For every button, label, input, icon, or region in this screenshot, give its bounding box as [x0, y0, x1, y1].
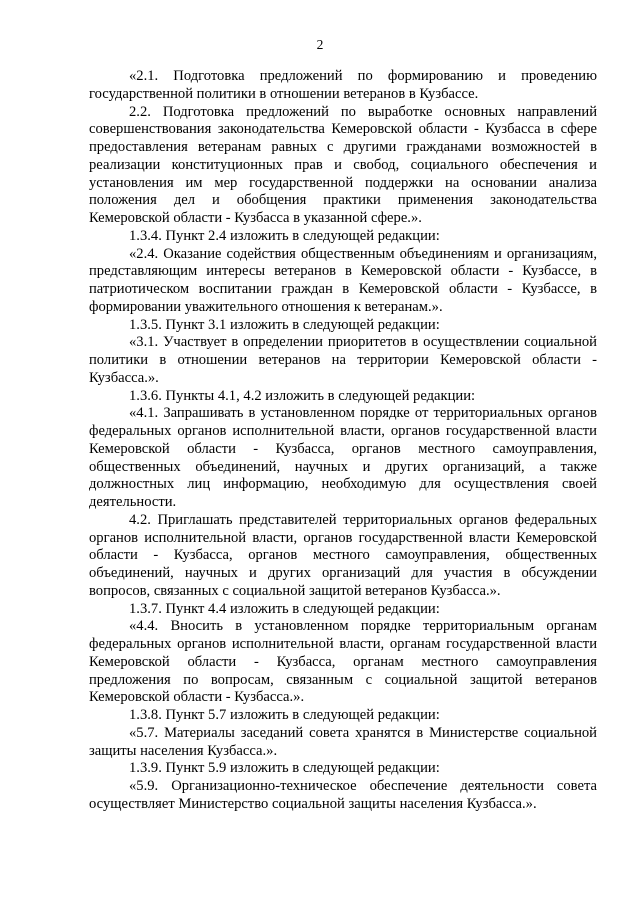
paragraph-4-2: 4.2. Приглашать представителей территориальных органов федеральных органов исполнительной власти, органов государственной власти Кемеровской области - Кузбасса, органов местного самоуправления, общественных объединений, научных и других организаций для участия в обсуждении вопросов, связанных с социальной защитой ветеранов Кузбасса.».	[89, 511, 597, 599]
paragraph-1-3-5: 1.3.5. Пункт 3.1 изложить в следующей редакции:	[129, 316, 440, 333]
paragraph-4-4: «4.4. Вносить в установленном порядке территориальным органам федеральных органов исполнительной власти, органам государственной власти Кемеровской области - Кузбасса, органам местного самоуправления предложения по вопросам, связанным с социальной защитой ветеранов Кемеровской области - Кузбасса.».	[89, 618, 597, 706]
paragraph-2-4: «2.4. Оказание содействия общественным объединениям и организациям, представляющим интересы ветеранов в Кемеровской области - Кузбассе, в патриотическом воспитании граждан в Кемеровской области - Кузбассе, в формировании уважительного отношения к ветеранам.».	[89, 245, 597, 315]
paragraph-5-9: «5.9. Организационно-техническое обеспечение деятельности совета осуществляет Министерство социальной защиты населения Кузбасса.».	[89, 778, 597, 812]
paragraph-1-3-6: 1.3.6. Пункты 4.1, 4.2 изложить в следующей редакции:	[129, 387, 476, 404]
page-number: 2	[316, 37, 324, 52]
paragraph-1-3-4: 1.3.4. Пункт 2.4 изложить в следующей редакции:	[129, 227, 440, 244]
paragraph-2-1: «2.1. Подготовка предложений по формированию и проведению государственной политики в отношении ветеранов в Кузбассе.	[89, 68, 597, 102]
paragraph-2-2: 2.2. Подготовка предложений по выработке основных направлений совершенствования законодательства Кемеровской области - Кузбасса в сфере предоставления ветеранам равных с другими гражданами возможностей в реализации конституционных прав и свобод, социального обеспечения и установления им мер государственной поддержки на основании анализа положения дел и обобщения практики применения законодательства Кемеровской области - Кузбасса в указанной сфере.».	[89, 103, 597, 226]
paragraph-4-1: «4.1. Запрашивать в установленном порядке от территориальных органов федеральных органов исполнительной власти, органов государственной власти Кемеровской области - Кузбасса, органов местного самоуправления, общественных объединений, научных и других организаций, а также должностных лиц информацию, необходимую для осуществления своей деятельности.	[89, 405, 597, 510]
document-body	[89, 68, 597, 814]
paragraph-1-3-8: 1.3.8. Пункт 5.7 изложить в следующей редакции:	[129, 707, 440, 723]
paragraph-1-3-7: 1.3.7. Пункт 4.4 изложить в следующей редакции:	[129, 600, 440, 617]
paragraph-5-7: «5.7. Материалы заседаний совета хранятся в Министерстве социальной защиты населения Кузбасса.».	[89, 724, 597, 759]
paragraph-3-1: «3.1. Участвует в определении приоритетов в осуществлении социальной политики в отношении ветеранов на территории Кемеровской области - Кузбасса.».	[89, 334, 597, 386]
paragraph-1-3-9: 1.3.9. Пункт 5.9 изложить в следующей редакции:	[129, 760, 440, 777]
